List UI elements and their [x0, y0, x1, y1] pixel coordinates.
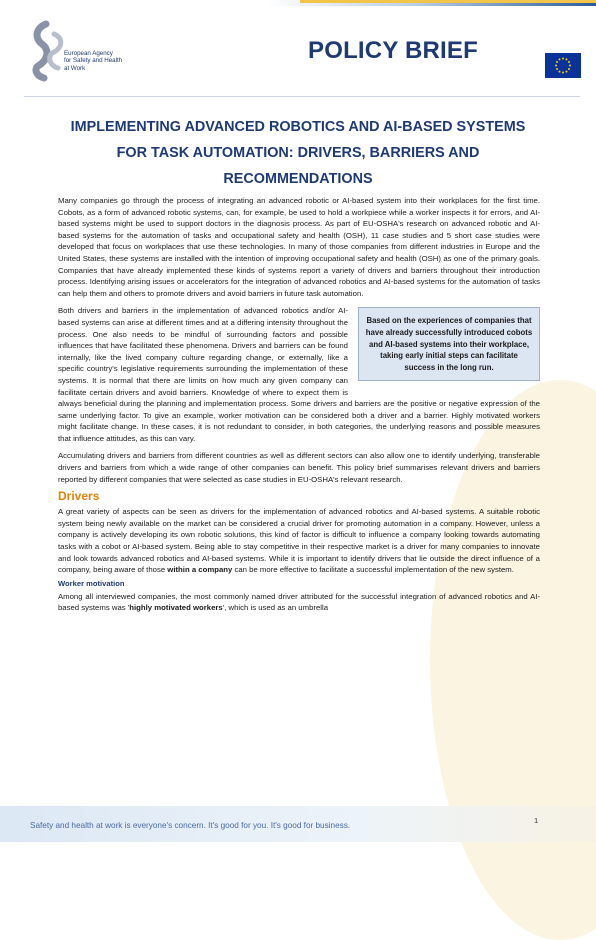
intro-paragraph: Many companies go through the process of integrating an advanced robotic or AI-based system into their workplaces for the first time. Cobots, as a form of advanced robotic systems, can, for example, be used to hold a workpiece while a worker inspects it for errors, and AI-based systems might be used to support doctors in the diagnosis process. As part of EU-OSHA's research on advanced robotic and AI-based systems for the automation of tasks and occupational safety and health (OSH), 11 case studies and 5 short case studies were developed that focus on workplaces that use these technologies. In many of those companies from different industries in Europe and the United States, these systems are installed with the intention of improving occupational safety and health (OSH) as one of the primary goals. Companies that have already implemented these kinds of systems report a variety of drivers and barriers throughout their introduction process. Identifying arising issues or accelerators for the integration of advanced robotics and AI-based systems for the automation of tasks can help them and others to promote drivers and avoid barriers in future task automation. [58, 196, 540, 298]
agency-line: at Work [64, 64, 86, 72]
agency-name [64, 50, 122, 72]
body-paragraph [58, 591, 540, 614]
page-number: 1 [534, 816, 539, 825]
footer-slogan: Safety and health at work is everyone's concern. It's good for you. It's good for business. [30, 821, 351, 830]
section-heading-drivers: Drivers [58, 489, 100, 504]
text-run: Among all interviewed companies, the most commonly named driver attributed for the successful integration of advanced robotics and AI-based systems was ' [58, 591, 540, 613]
emphasis-text: within a company [167, 565, 233, 575]
agency-line: European Agency [64, 50, 113, 57]
document-title: IMPLEMENTING ADVANCED ROBOTICS AND AI-BASED SYSTEMS FOR TASK AUTOMATION: DRIVERS, BARRIERS AND RECOMMENDATIONS [70, 119, 526, 187]
emphasis-text: highly motivated workers [129, 603, 223, 613]
text-run: can be more effective to facilitate a successful implementation of the new system. [232, 565, 514, 575]
document-body [58, 195, 540, 614]
body-paragraph: Accumulating drivers and barriers from different countries as well as different sectors can also allow one to identify underlying, transferable drivers and barriers from which a wide range of other companies can benefit. This policy brief summarises relevant drivers and barriers reported by different companies that were selected as case studies in EU-OSHA's relevant research. [58, 451, 540, 484]
body-paragraph: Both drivers and barriers in the implementation of advanced robotics and/or AI-based systems can arise at different times and at a differing intensity throughout the process. One also needs to be mindful of surrounding factors and possible influences that have facilitated these phenomena. Drivers and barriers can be found internally, like the lived company culture regarding change, or externally, like a specific country's legislative requirements surrounding the implementation of these systems. It is normal that there are limits on how much any given company can facilitate certain drivers and avoid barriers. Knowledge of where to expect them is always beneficial during the planning and implementation process. Some drivers and barriers are the positive or negative expression of the same underlying factor. To give an example, worker motivation can be considered both a driver and a barrier. Highly motivated workers might facilitate change. In these cases, it is not redundant to consider, in both categories, the underlying reasons and possible measures that influence attitudes, as this can vary. [58, 306, 540, 443]
text-run: A great variety of aspects can be seen as drivers for the implementation of advanced robotics and AI-based systems. A suitable robotic system being newly available on the market can be considered a crucial driver for promoting automation in a company. However, unless a company is actively developing its own robotic solutions, this kind of factor is difficult to influence a company looking towards automating tasks with a cobot or AI-based system. Being able to stay competitive in their respective market is a driver for many companies to innovate and look towards advanced robotics and AI-based systems. While it is important to identify drivers that lie outside the direct influence of a company, being aware of those [58, 507, 540, 575]
subheading-worker-motivation: Worker motivation [58, 578, 125, 588]
agency-line: for Safety and Health [64, 57, 123, 65]
body-paragraph [58, 506, 540, 576]
eu-flag-icon [545, 53, 581, 78]
text-run: ', which is used as an umbrella [222, 603, 329, 613]
top-gold-stripe [300, 0, 596, 3]
header-divider [24, 96, 580, 97]
callout-box: Based on the experiences of companies that have already successfully introduced cobots and AI-based systems into their workplace, taking early initial steps can facilitate success in the long run. [358, 307, 540, 381]
policy-brief-label: POLICY BRIEF [308, 37, 478, 64]
